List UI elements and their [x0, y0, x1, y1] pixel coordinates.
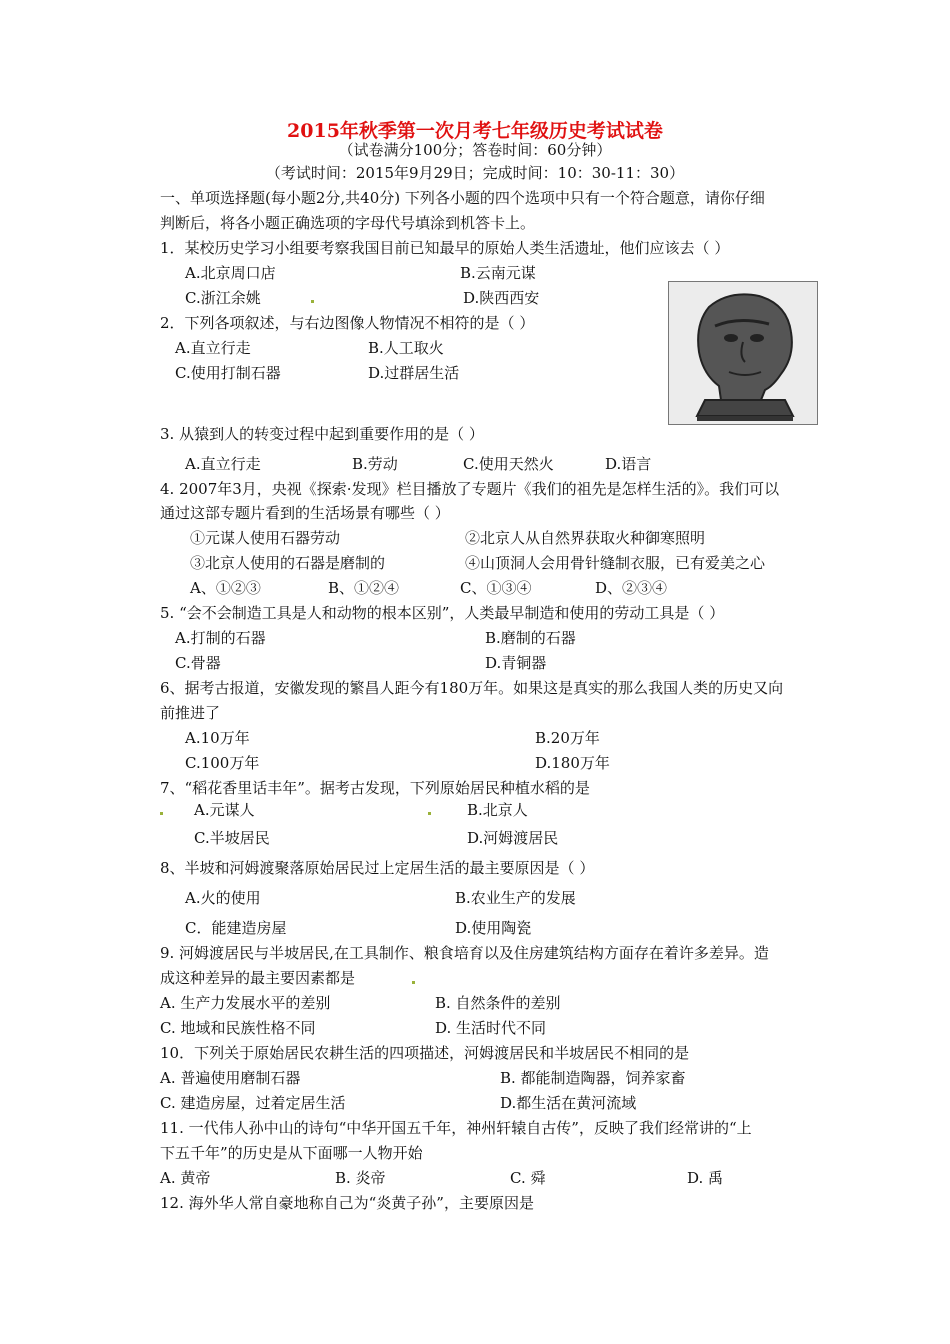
- question-2-stem: 2．下列各项叙述，与右边图像人物情况不相符的是（ ）: [160, 314, 535, 332]
- question-9-option-a: A. 生产力发展水平的差别: [160, 994, 331, 1012]
- question-1-option-c: C.浙江余姚: [185, 289, 261, 307]
- question-6-option-d: D.180万年: [535, 754, 610, 772]
- question-4-option-c: C、①③④: [460, 579, 532, 597]
- question-6-stem-cont: 前推进了: [160, 704, 221, 722]
- question-3-option-a: A.直立行走: [185, 455, 261, 473]
- question-4-item-2: ②北京人从自然界获取火种御寒照明: [465, 529, 706, 547]
- section-instructions-cont: 判断后，将各小题正确选项的字母代号填涂到机答卡上。: [160, 214, 536, 232]
- question-1-option-d: D.陕西西安: [463, 289, 540, 307]
- speck: [412, 981, 415, 984]
- peking-man-bust-image: [668, 281, 818, 425]
- question-1-option-a: A.北京周口店: [185, 264, 276, 282]
- question-7-option-c: C.半坡居民: [194, 829, 270, 847]
- question-11-stem-cont: 下五千年”的历史是从下面哪一人物开始: [160, 1144, 423, 1162]
- question-2-option-b: B.人工取火: [368, 339, 444, 357]
- question-1-stem: 1．某校历史学习小组要考察我国目前已知最早的原始人类生活遗址，他们应该去（ ）: [160, 239, 730, 257]
- exam-score-info: （试卷满分100分；答卷时间：60分钟）: [338, 141, 612, 159]
- question-2-option-a: A.直立行走: [175, 339, 251, 357]
- question-4-stem-cont: 通过这部专题片看到的生活场景有哪些（ ）: [160, 504, 450, 522]
- question-4-item-4: ④山顶洞人会用骨针缝制衣服，已有爱美之心: [465, 554, 766, 572]
- question-2-option-d: D.过群居生活: [368, 364, 460, 382]
- question-6-option-b: B.20万年: [535, 729, 600, 747]
- question-10-option-b: B. 都能制造陶器，饲养家畜: [500, 1069, 686, 1087]
- question-10-option-a: A. 普遍使用磨制石器: [160, 1069, 301, 1087]
- question-4-option-b: B、①②④: [328, 579, 400, 597]
- question-8-option-a: A.火的使用: [185, 889, 261, 907]
- question-12-stem: 12. 海外华人常自豪地称自己为“炎黄子孙”，主要原因是: [160, 1194, 534, 1212]
- question-11-stem: 11. 一代伟人孙中山的诗句“中华开国五千年，神州轩辕自古传”，反映了我们经常讲的“上: [160, 1119, 752, 1137]
- peking-man-bust-icon: [669, 282, 817, 424]
- question-5-stem: 5. “会不会制造工具是人和动物的根本区别”，人类最早制造和使用的劳动工具是（ ）: [160, 604, 725, 622]
- question-4-stem: 4. 2007年3月，央视《探索·发现》栏目播放了专题片《我们的祖先是怎样生活的》。我们可以: [160, 480, 780, 498]
- question-6-option-a: A.10万年: [185, 729, 250, 747]
- question-11-option-b: B. 炎帝: [335, 1169, 386, 1187]
- question-10-option-d: D.都生活在黄河流域: [500, 1094, 637, 1112]
- question-5-option-d: D.青铜器: [485, 654, 547, 672]
- question-3-option-c: C.使用天然火: [463, 455, 554, 473]
- question-9-stem-cont: 成这种差异的最主要因素都是: [160, 969, 356, 987]
- exam-time-info: （考试时间：2015年9月29日；完成时间：10：30-11：30）: [265, 164, 685, 182]
- question-5-option-c: C.骨器: [175, 654, 221, 672]
- question-8-stem: 8、半坡和河姆渡聚落原始居民过上定居生活的最主要原因是（ ）: [160, 859, 595, 877]
- speck: [160, 812, 163, 815]
- page-title: 2015年秋季第一次月考七年级历史考试试卷: [287, 120, 663, 142]
- question-2-option-c: C.使用打制石器: [175, 364, 281, 382]
- question-7-option-a: A.元谋人: [194, 801, 255, 819]
- question-11-option-d: D. 禹: [687, 1169, 724, 1187]
- question-9-option-b: B. 自然条件的差别: [435, 994, 561, 1012]
- question-10-stem: 10．下列关于原始居民农耕生活的四项描述，河姆渡居民和半坡居民不相同的是: [160, 1044, 690, 1062]
- question-11-option-c: C. 舜: [510, 1169, 546, 1187]
- section-instructions: 一、单项选择题(每小题2分,共40分) 下列各小题的四个选项中只有一个符合题意，请你仔细: [160, 189, 765, 207]
- speck: [428, 812, 431, 815]
- question-5-option-b: B.磨制的石器: [485, 629, 576, 647]
- question-3-stem: 3. 从猿到人的转变过程中起到重要作用的是（ ）: [160, 425, 484, 443]
- question-7-stem: 7、“稻花香里话丰年”。据考古发现，下列原始居民种植水稻的是: [160, 779, 590, 797]
- question-9-option-d: D. 生活时代不同: [435, 1019, 547, 1037]
- question-8-option-d: D.使用陶瓷: [455, 919, 532, 937]
- question-6-stem: 6、据考古报道，安徽发现的繁昌人距今有180万年。如果这是真实的那么我国人类的历史又向: [160, 679, 784, 697]
- question-7-option-b: B.北京人: [467, 801, 528, 819]
- question-4-item-1: ①元谋人使用石器劳动: [190, 529, 341, 547]
- question-4-option-a: A、①②③: [190, 579, 261, 597]
- question-9-option-c: C. 地域和民族性格不同: [160, 1019, 316, 1037]
- question-7-option-d: D.河姆渡居民: [467, 829, 559, 847]
- question-3-option-d: D.语言: [605, 455, 652, 473]
- question-9-stem: 9. 河姆渡居民与半坡居民,在工具制作、粮食培育以及住房建筑结构方面存在着许多差异。造: [160, 944, 769, 962]
- question-5-option-a: A.打制的石器: [175, 629, 266, 647]
- speck: [311, 300, 314, 303]
- question-3-option-b: B.劳动: [352, 455, 398, 473]
- question-4-item-3: ③北京人使用的石器是磨制的: [190, 554, 386, 572]
- question-11-option-a: A. 黄帝: [160, 1169, 211, 1187]
- question-8-option-b: B.农业生产的发展: [455, 889, 576, 907]
- question-4-option-d: D、②③④: [595, 579, 668, 597]
- question-10-option-c: C. 建造房屋，过着定居生活: [160, 1094, 346, 1112]
- question-1-option-b: B.云南元谋: [460, 264, 536, 282]
- question-8-option-c: C．能建造房屋: [185, 919, 287, 937]
- question-6-option-c: C.100万年: [185, 754, 260, 772]
